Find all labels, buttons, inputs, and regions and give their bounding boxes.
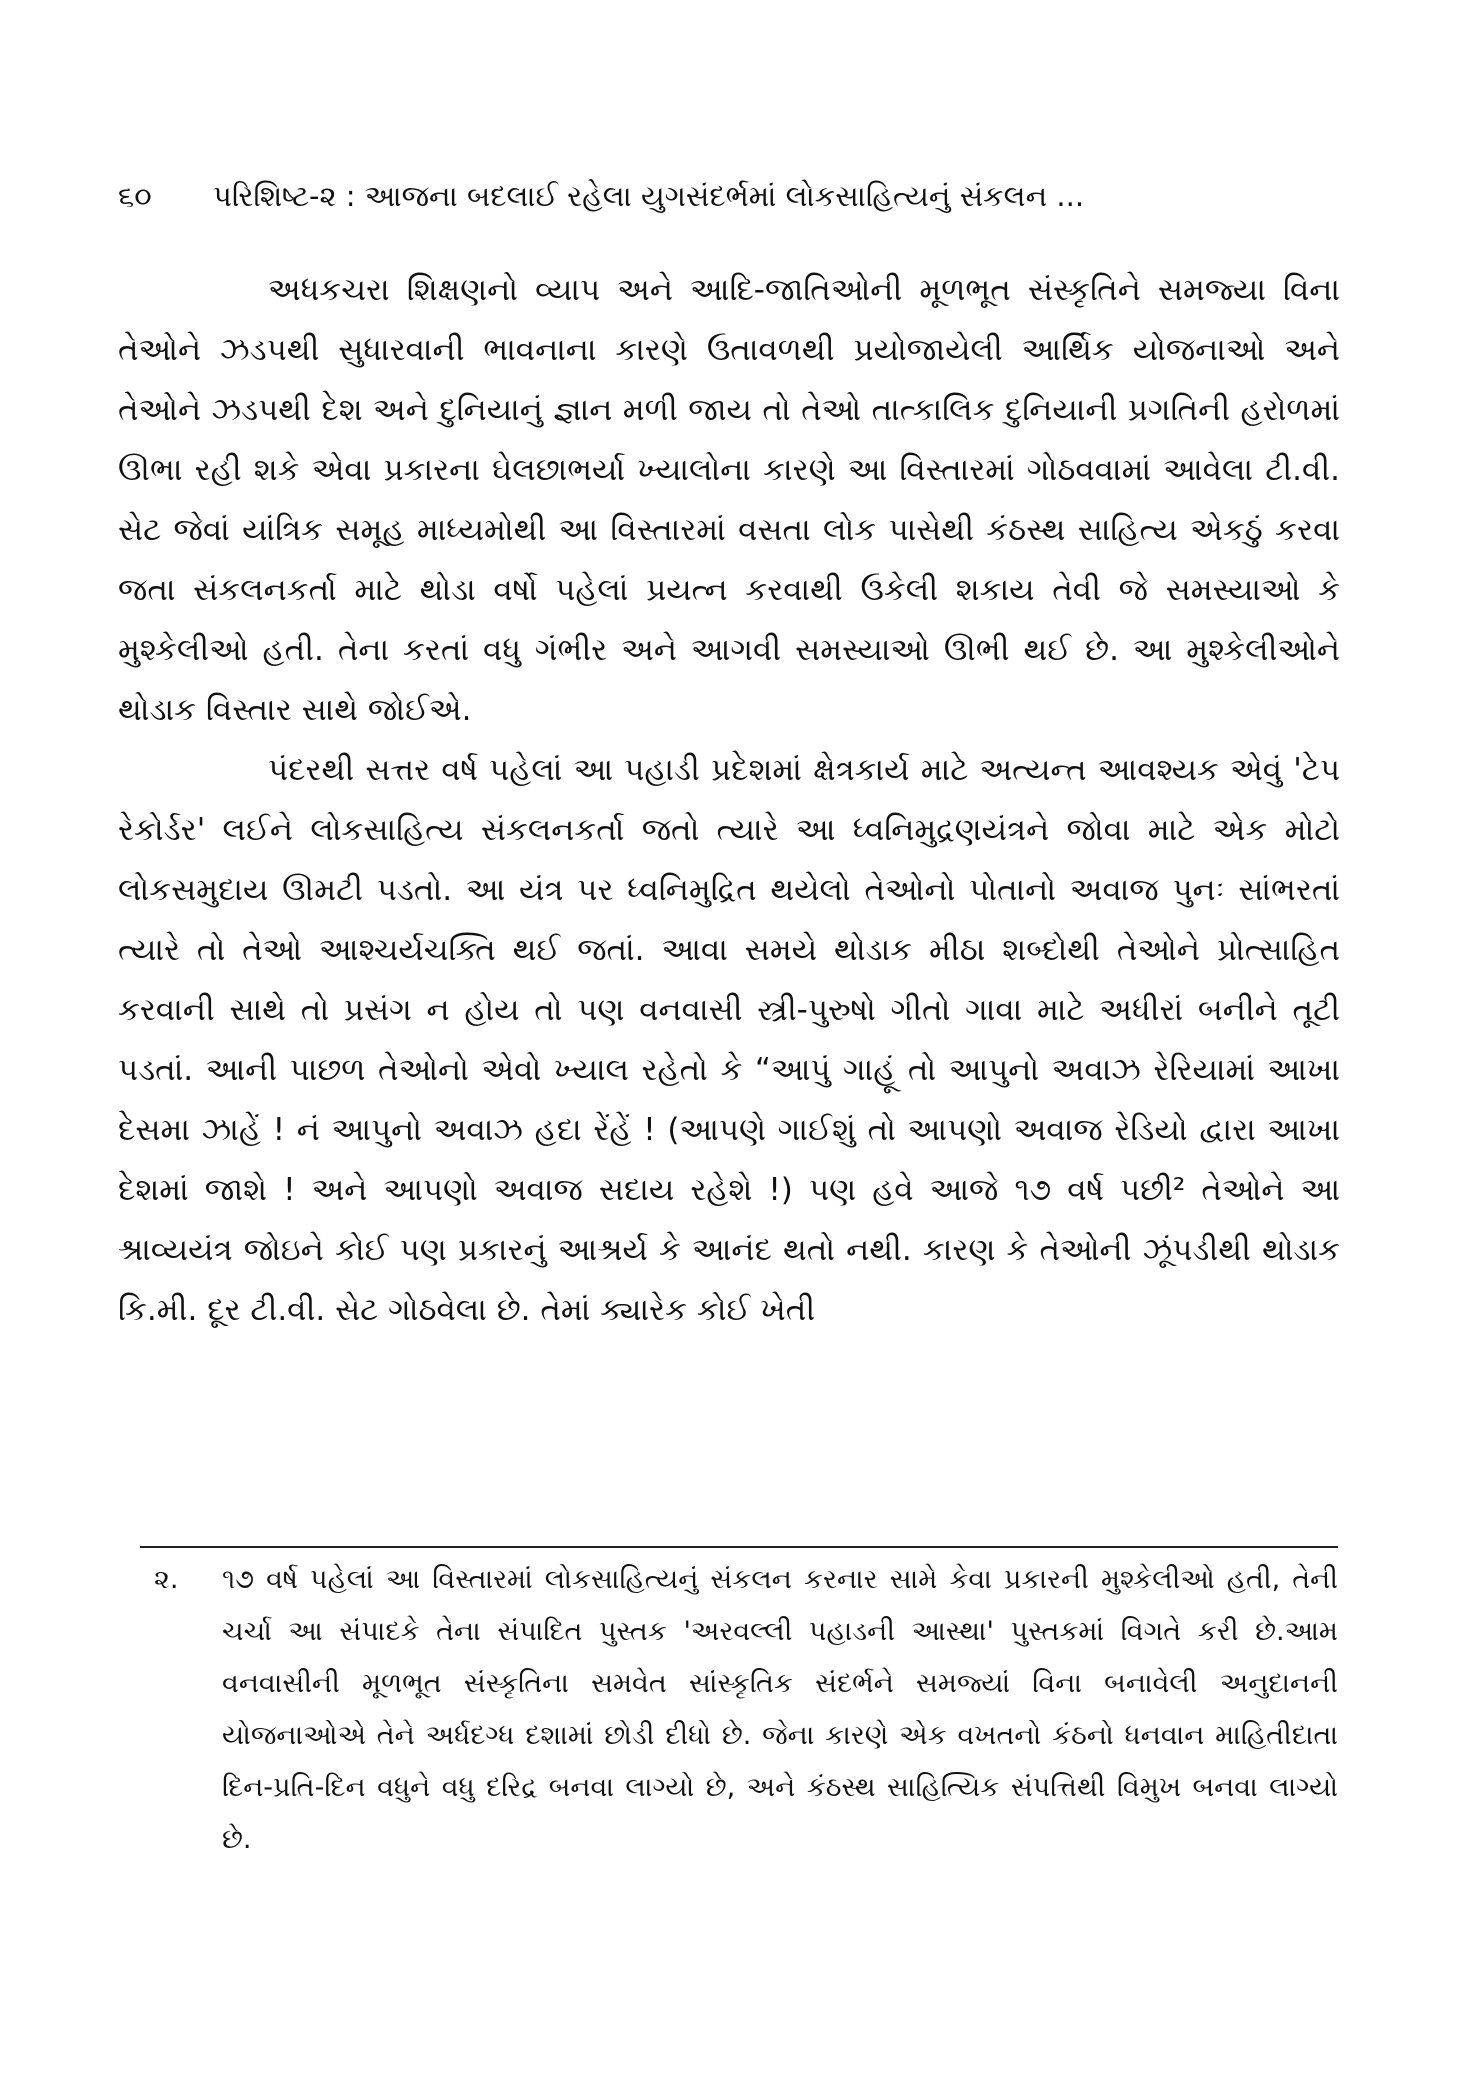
footnote-text: ૧૭ વર્ષ પહેલાં આ વિસ્તારમાં લોકસાહિત્યનું સંકલન કરનાર સામે કેવા પ્રકારની મુશ્કેલીઓ હતી, તેની ચર્ચા આ સંપાદકે તેના સંપાદિત પુસ્તક 'અરવલ્લી પહાડની આસ્થા' પુસ્તકમાં વિગતે કરી છે.આમ વનવાસીની મૂળભૂત સંસ્કૃતિના સમવેત સાંસ્કૃતિક સંદર્ભને સમજ્યાં વિના બનાવેલી અનુદાનની યોજનાઓએ તેને અર્ધદગ્ધ દશામાં છોડી દીધો છે. જેના કારણે એક વખતનો કંઠનો ધનવાન માહિતીદાતા દિન-પ્રતિ-દિન વધુને વધુ દરિદ્ર બનવા લાગ્યો છે, અને કંઠસ્થ સાહિત્યિક સંપત્તિથી વિમુખ બનવા લાગ્યો છે. <box>222 1564 1338 1855</box>
main-text <box>118 260 1340 1340</box>
running-header <box>118 176 1338 216</box>
paragraph: પંદરથી સત્તર વર્ષ પહેલાં આ પહાડી પ્રદેશમાં ક્ષેત્રકાર્ય માટે અત્યન્ત આવશ્યક એવું 'ટેપ રેકોર્ડર' લઈને લોકસાહિત્ય સંકલનકર્તા જતો ત્યારે આ ધ્વનિમુદ્રણયંત્રને જોવા માટે એક મોટો લોકસમુદાય ઊમટી પડતો. આ યંત્ર પર ધ્વનિમુદ્રિત થયેલો તેઓનો પોતાનો અવાજ પુનઃ સાંભરતાં ત્યારે તો તેઓ આશ્ચર્યચક્તિ થઈ જતાં. આવા સમયે થોડાક મીઠા શબ્દોથી તેઓને પ્રોત્સાહિત કરવાની સાથે તો પ્રસંગ ન હોય તો પણ વનવાસી સ્ત્રી-પુરુષો ગીતો ગાવા માટે અધીરાં બનીને તૂટી પડતાં. આની પાછળ તેઓનો એવો ખ્યાલ રહેતો કે “આપું ગાહૂં તો આપુનો અવાઝ રેરિયામાં આખા દેસમા ઝાહેં ! નં આપુનો અવાઝ હદા રેંહેં ! (આપણે ગાઈશું તો આપણો અવાજ રેડિયો દ્વારા આખા દેશમાં જાશે ! અને આપણો અવાજ સદાય રહેશે !) પણ હવે આજે ૧૭ વર્ષ પછી² તેઓને આ શ્રાવ્યયંત્ર જોઇને કોઈ પણ પ્રકારનું આશ્રર્ય કે આનંદ થતો નથી. કારણ કે તેઓની ઝૂંપડીથી થોડાક કિ.મી. દૂર ટી.વી. સેટ ગોઠવેલા છે. તેમાં ક્યારેક કોઈ ખેતી <box>118 752 1340 1328</box>
paragraph: અધકચરા શિક્ષણનો વ્યાપ અને આદિ-જાતિઓની મૂળભૂત સંસ્કૃતિને સમજ્યા વિના તેઓને ઝડપથી સુધારવાની ભાવનાના કારણે ઉતાવળથી પ્રયોજાયેલી આર્થિક યોજનાઓ અને તેઓને ઝડપથી દેશ અને દુનિયાનું જ્ઞાન મળી જાય તો તેઓ તાત્કાલિક દુનિયાની પ્રગતિની હરોળમાં ઊભા રહી શકે એવા પ્રકારના ઘેલછાભર્યા ખ્યાલોના કારણે આ વિસ્તારમાં ગોઠવવામાં આવેલા ટી.વી. સેટ જેવાં યાંત્રિક સમૂહ માધ્યમોથી આ વિસ્તારમાં વસતા લોક પાસેથી કંઠસ્થ સાહિત્ય એકઠું કરવા જતા સંકલનકર્તા માટે થોડા વર્ષો પહેલાં પ્રયત્ન કરવાથી ઉકેલી શકાય તેવી જે સમસ્યાઓ કે મુશ્કેલીઓ હતી. તેના કરતાં વધુ ગંભીર અને આગવી સમસ્યાઓ ઊભી થઈ છે. આ મુશ્કેલીઓને થોડાક વિસ્તાર સાથે જોઈએ. <box>118 272 1340 728</box>
footnote-divider <box>140 1546 1338 1548</box>
footnote <box>140 1554 1338 1866</box>
header-title: પરિશિષ્ટ-૨ : આજના બદલાઈ રહેલા યુગસંદર્ભમાં લોકસાહિત્યનું સંકલન ... <box>213 179 1085 213</box>
page-number: ૬૦ <box>118 179 152 213</box>
footnote-mark: ૨. <box>154 1564 179 1595</box>
